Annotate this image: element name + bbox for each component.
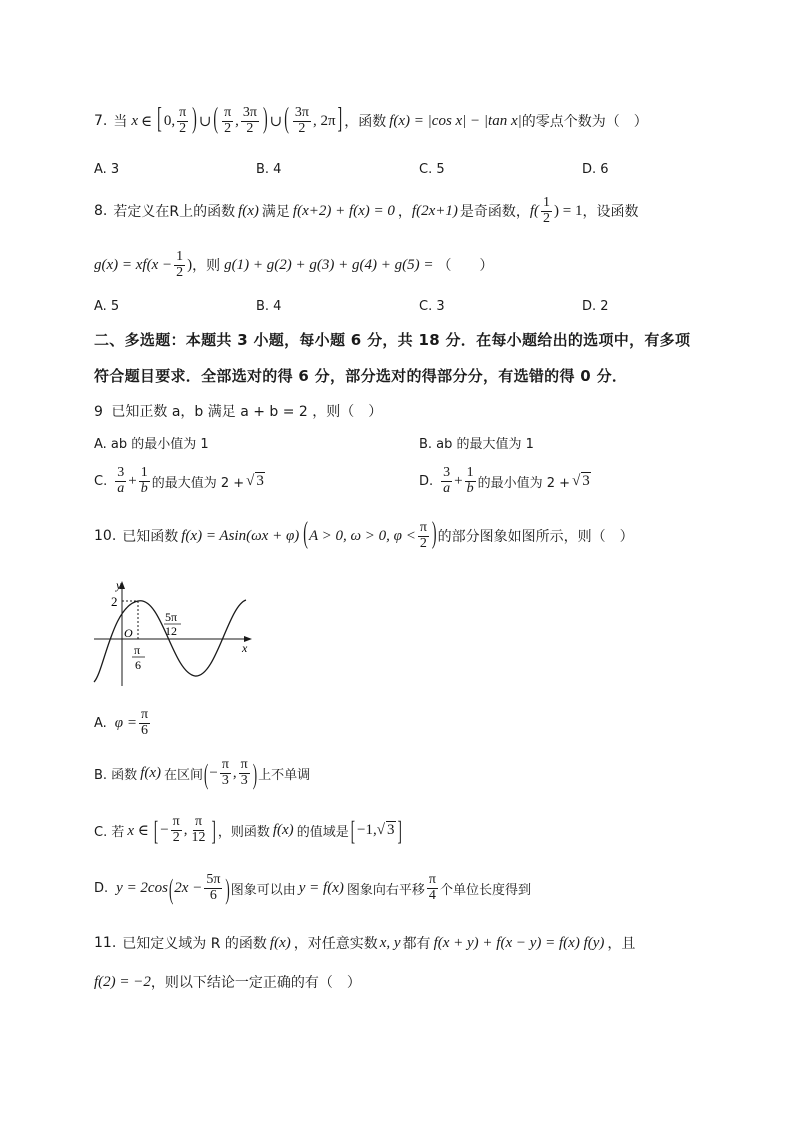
- q7-frac-pi-2: [177, 106, 188, 136]
- q10-b-paren-close: ): [252, 756, 258, 790]
- den: 2: [176, 264, 184, 280]
- q8-option-d: D. 2: [582, 299, 609, 314]
- q10-c-mid: ，则函数: [217, 824, 270, 840]
- num: π: [224, 105, 232, 120]
- q8-f-half-post: ) = 1: [554, 202, 583, 219]
- q9-d-frac-3a: [441, 466, 452, 496]
- q10-c-neg: −: [160, 821, 169, 838]
- q7-bracket-open: [: [157, 104, 162, 136]
- q11-eq: f(x + y) + f(x − y) = f(x) f(y): [433, 934, 605, 951]
- q8-option-a: A. 5: [94, 299, 120, 314]
- q10-b-mid: 在区间: [164, 767, 204, 783]
- q10-d-y: y = 2cos: [116, 879, 168, 896]
- q11-part3: 都有: [402, 936, 431, 952]
- q11-part5: ，则以下结论一定正确的有（ ）: [150, 975, 361, 991]
- den: a: [443, 480, 451, 496]
- q9-d-frac-1b: [465, 466, 476, 496]
- q7-paren-open: (: [213, 104, 219, 136]
- q7-in: ∈: [141, 113, 153, 130]
- den: 4: [428, 887, 436, 903]
- q10-option-b: B. 函数 f(x) 在区间 ( − $\frac{\pi}{3}$ , $\frac{\pi}{3}$ ) 上不单调: [94, 756, 311, 790]
- section2-heading-line1: 二、多选题：本题共 3 小题，每小题 6 分，共 18 分．在每小题给出的选项中，有多项: [94, 331, 691, 349]
- num: 3π: [242, 105, 257, 120]
- q8-sum: g(1) + g(2) + g(3) + g(4) + g(5) =: [224, 256, 434, 273]
- q10-lead: 已知函数: [122, 529, 179, 546]
- q7-mid: ，函数: [344, 114, 387, 131]
- q10-d-inner: 2x −: [174, 879, 203, 896]
- num: 1: [176, 249, 184, 264]
- q10-b-fx: f(x): [140, 764, 162, 781]
- q10-frac-pi-2: [418, 521, 429, 551]
- q7-var-x: x: [131, 112, 139, 129]
- den: 3: [221, 772, 229, 788]
- q7-frac-3pi-2b: [293, 106, 311, 136]
- q10-func: f(x) = Asin(ωx + φ): [181, 527, 300, 544]
- q9-number: 9: [94, 404, 103, 420]
- q9-d-tail: 的最小值为 2 +: [477, 475, 571, 491]
- den: 2: [224, 120, 232, 136]
- q8-eq2: f(2x+1): [411, 202, 458, 219]
- q9-option-a: A. ab 的最小值为 1: [94, 437, 209, 452]
- q7-int3-b: , 2π: [312, 112, 336, 129]
- q9-d-plus: +: [454, 472, 463, 489]
- q7-paren-close: ): [192, 104, 197, 136]
- q8-part1: 若定义在R上的函数: [113, 204, 236, 221]
- q11-xy: x, y: [379, 934, 401, 951]
- q7-paren-close-2: ): [262, 104, 268, 136]
- den: 2: [543, 210, 551, 226]
- q10-d-frac-5pi-6: [204, 873, 222, 903]
- q11-part2: ，对任意实数: [293, 936, 378, 952]
- section2-heading-line2: 符合题目要求．全部选对的得 6 分，部分选对的得部分分，有选错的得 0 分．: [94, 367, 628, 385]
- label-12: 12: [165, 624, 177, 638]
- label-5pi: 5π: [165, 610, 178, 624]
- q7-frac-pi-2b: [222, 106, 233, 136]
- q8-stem-line2: [94, 250, 493, 280]
- num: 1: [466, 465, 474, 480]
- q10-c-mid2: 的值域是: [296, 824, 349, 840]
- q10-d-paren-open: (: [168, 871, 174, 905]
- q10-d-mid: 图象可以由: [230, 882, 296, 898]
- q8-eq1: f(x+2) + f(x) = 0: [292, 202, 395, 219]
- q7-bracket-close: ]: [337, 104, 343, 136]
- den: 12: [191, 829, 206, 845]
- q10-c-x: x ∈: [127, 822, 149, 839]
- num: 3π: [294, 105, 309, 120]
- den: 2: [172, 829, 180, 845]
- q10-b-neg: −: [209, 764, 218, 781]
- q8-fx: f(x): [238, 202, 259, 219]
- q10-b-frac-2: [239, 758, 250, 788]
- q10-c-bracket-open: [: [153, 814, 159, 846]
- den: 2: [298, 120, 306, 136]
- q10-option-d: [94, 873, 531, 903]
- q10-c-range-close: ]: [397, 814, 402, 846]
- q9-option-b: B. ab 的最大值为 1: [419, 437, 534, 452]
- num: 3: [117, 465, 125, 480]
- q10-d-frac-pi-4: [427, 873, 438, 903]
- q9-text: 已知正数 a，b 满足 a + b = 2 ，则（ ）: [111, 404, 383, 420]
- q7-tail: 的零点个数为（ ）: [521, 114, 648, 131]
- q10-d-pre: D.: [94, 880, 109, 896]
- num: 1: [543, 195, 551, 210]
- tick-label-2: 2: [111, 594, 118, 609]
- q11-part4: ，且: [607, 936, 636, 952]
- q11-fx: f(x): [269, 934, 291, 951]
- den: 6: [141, 722, 148, 738]
- q10-d-mid2: 图象向右平移: [346, 882, 425, 898]
- q8-part3: 是奇函数，: [459, 204, 530, 221]
- label-pi: π: [134, 643, 141, 657]
- num: π: [428, 872, 436, 887]
- q7-option-c: C. 5: [419, 162, 445, 177]
- q11-part1: 已知定义域为 R 的函数: [122, 936, 267, 952]
- num: 3: [443, 465, 451, 480]
- q7-lead: 当: [113, 114, 128, 131]
- den: 2: [246, 120, 254, 136]
- num: π: [172, 814, 180, 829]
- num: π: [240, 757, 248, 772]
- q11-stem-line2: [94, 972, 361, 992]
- q10-a-phi: φ =: [114, 714, 137, 731]
- q10-a-frac: [139, 708, 150, 738]
- q7-paren-open-2: (: [284, 104, 289, 136]
- origin-label: O: [124, 626, 133, 640]
- q8-part5: ，则: [192, 258, 221, 275]
- num: π: [140, 707, 149, 722]
- q7-option-a: A. 3: [94, 162, 120, 177]
- q10-c-range: −1,: [357, 821, 377, 838]
- num: π: [419, 520, 427, 535]
- q8-f-half-pre: f(: [529, 202, 540, 219]
- q10-sine-graph: [90, 576, 260, 690]
- q10-option-c: C. 若 x ∈ [ − $\frac{\pi}{2}$ , $\frac{\pi}{12}$ ] ，则函数 f(x) 的值域是 [ −1, √ 3 ]: [94, 814, 402, 846]
- q8-g-post: ): [187, 256, 193, 273]
- q10-c-bracket-close: ]: [211, 814, 216, 846]
- q8-part2: 满足: [261, 204, 290, 221]
- q7-option-b: B. 4: [256, 162, 282, 177]
- q7-number: 7.: [94, 113, 108, 130]
- den: 3: [240, 772, 248, 788]
- q7-cup-1: ∪: [198, 113, 212, 130]
- q8-comma: ，: [397, 204, 412, 221]
- den: b: [466, 480, 474, 496]
- q8-option-c: C. 3: [419, 299, 445, 314]
- q10-paren-close: ): [431, 518, 437, 552]
- q10-b-pre: B. 函数: [94, 767, 138, 783]
- q7-option-d: D. 6: [582, 162, 609, 177]
- q7-cup-2: ∪: [269, 113, 283, 130]
- q10-a-label: A.: [94, 715, 107, 731]
- q11-stem-line1: [94, 933, 635, 953]
- q10-c-frac-2: [190, 815, 208, 845]
- q10-paren-open: (: [303, 518, 308, 552]
- num: π: [194, 814, 203, 829]
- y-axis-label: y: [116, 578, 122, 592]
- q8-g-pre: g(x) = xf(x −: [94, 256, 173, 273]
- q10-d-tail: 个单位长度得到: [439, 882, 531, 898]
- q9-stem: [94, 401, 382, 421]
- q10-c-root: 3: [387, 822, 395, 839]
- q10-c-pre: C. 若: [94, 824, 125, 840]
- q10-stem: [94, 518, 634, 552]
- num: 1: [140, 465, 148, 480]
- num: π: [179, 105, 187, 120]
- q10-d-paren-close: ): [225, 871, 230, 905]
- den: b: [140, 480, 148, 496]
- den: 6: [209, 887, 217, 903]
- q9-c-frac-1b: [139, 466, 150, 496]
- q10-d-yf: y = f(x): [298, 879, 344, 896]
- x-axis-label: x: [242, 641, 248, 655]
- q8-number: 8.: [94, 203, 108, 220]
- q7-func: f(x) = |cos x| − |tan x|: [389, 112, 522, 129]
- q10-c-fx: f(x): [272, 821, 294, 838]
- den: a: [117, 480, 125, 496]
- q8-frac-half: [541, 196, 552, 226]
- q8-option-b: B. 4: [256, 299, 282, 314]
- q8-part4: ，设函数: [582, 204, 639, 221]
- q10-b-tail: 上不单调: [258, 767, 311, 783]
- den: 2: [419, 535, 427, 551]
- q10-cond: A > 0, ω > 0, φ <: [308, 527, 416, 544]
- q10-c-frac-1: [171, 815, 182, 845]
- q10-number: 10.: [94, 528, 117, 545]
- q10-tail: 的部分图象如图所示，则（ ）: [437, 529, 634, 546]
- q11-number: 11.: [94, 935, 117, 951]
- q7-stem: 7. 当 x ∈ [ 0, $\frac{\pi}{2}$ ) ∪ ( $\frac{\pi}{2}$ , $\frac{3\pi}{2}$ ) ∪ ( $\frac{3\pi}{2}$ , 2π ] ，函数 f(x) = |cos x| − |tan x| 的零点个数为（ ）: [94, 104, 648, 136]
- num: π: [221, 757, 229, 772]
- q9-option-d: D. $\frac{3}{a}$ + $\frac{1}{b}$ 的最小值为 2 + √ 3: [419, 465, 590, 496]
- q8-tail: （ ）: [437, 258, 494, 275]
- q10-b-paren-open: (: [204, 756, 209, 790]
- num: 5π: [206, 872, 221, 887]
- label-6: 6: [135, 658, 141, 672]
- q7-int1-a: 0,: [163, 112, 176, 129]
- q9-c-tail: 的最大值为 2 +: [151, 475, 245, 491]
- q9-c-root: 3: [256, 473, 264, 490]
- q9-d-label: D.: [419, 473, 434, 489]
- q11-f2: f(2) = −2: [94, 973, 151, 990]
- q10-b-frac-1: [220, 758, 231, 788]
- q10-c-range-open: [: [350, 814, 356, 846]
- q8-frac-g-half: [174, 250, 185, 280]
- q9-c-label: C.: [94, 473, 108, 489]
- q9-c-plus: +: [128, 472, 137, 489]
- q10-option-a: [94, 708, 152, 738]
- den: 2: [179, 120, 187, 136]
- q9-option-c: C. $\frac{3}{a}$ + $\frac{1}{b}$ 的最大值为 2 + √ 3: [94, 465, 264, 496]
- q9-c-frac-3a: [115, 466, 126, 496]
- q9-d-root: 3: [582, 473, 590, 490]
- q8-stem-line1: [94, 196, 639, 226]
- q7-frac-3pi-2: [241, 106, 259, 136]
